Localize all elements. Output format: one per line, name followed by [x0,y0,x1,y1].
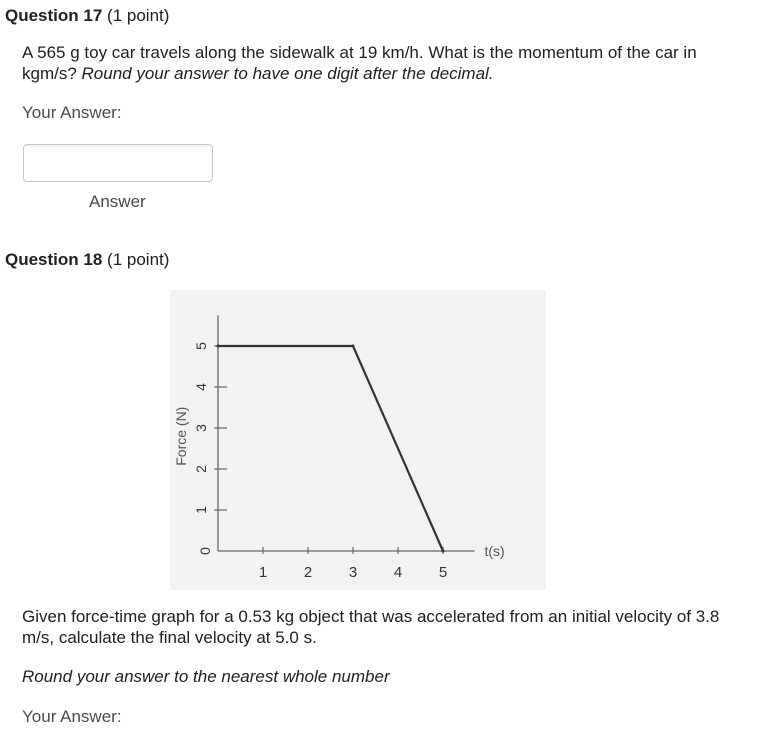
x-tick-label: 4 [393,564,403,581]
y-tick-label: 2 [193,465,209,473]
question-18-header [5,250,169,270]
answer-field-label: Answer [89,192,146,211]
question-18-points: (1 point) [107,250,170,269]
force-time-chart-svg [170,290,546,590]
question-18-prompt: Given force-time graph for a 0.53 kg object that was accelerated from an initial velocity of 3.8 m/s, calculate the final velocity at 5.0 s. [22,607,720,647]
data-point [352,345,355,348]
y-tick-label: 1 [193,506,209,514]
question-18-rounding-note: Round your answer to the nearest whole number [22,667,390,686]
force-time-graph [170,290,546,590]
x-axis-title: t(s) [484,543,505,559]
answer-input[interactable] [23,144,213,182]
force-series-line [218,346,443,551]
y-tick-label: 5 [193,342,209,350]
question-18-title: Question 18 [5,250,103,269]
y-tick-label: 4 [193,383,209,391]
question-17-header [5,6,169,26]
y-axis-title: Force (N) [173,406,189,466]
question-17-title: Question 17 [5,6,103,25]
question-17-points: (1 point) [107,6,170,25]
data-point [442,550,445,553]
data-point [217,345,220,348]
x-tick-label: 3 [348,564,358,581]
question-17-rounding-note: Round your answer to have one digit after the decimal. [81,64,494,83]
question-18-your-answer-label: Your Answer: [22,707,122,726]
x-tick-label: 1 [258,564,268,581]
y-tick-label: 3 [193,424,209,432]
origin-label: 0 [197,547,213,555]
question-17-prompt [22,42,742,84]
x-tick-label: 2 [303,564,313,581]
question-17-your-answer-label: Your Answer: [22,103,122,122]
x-tick-label: 5 [438,564,448,581]
question-17-prompt-text: A 565 g toy car travels along the sidewalk at 19 km/h. What is the momentum of the car in kgm/s? [22,43,697,83]
